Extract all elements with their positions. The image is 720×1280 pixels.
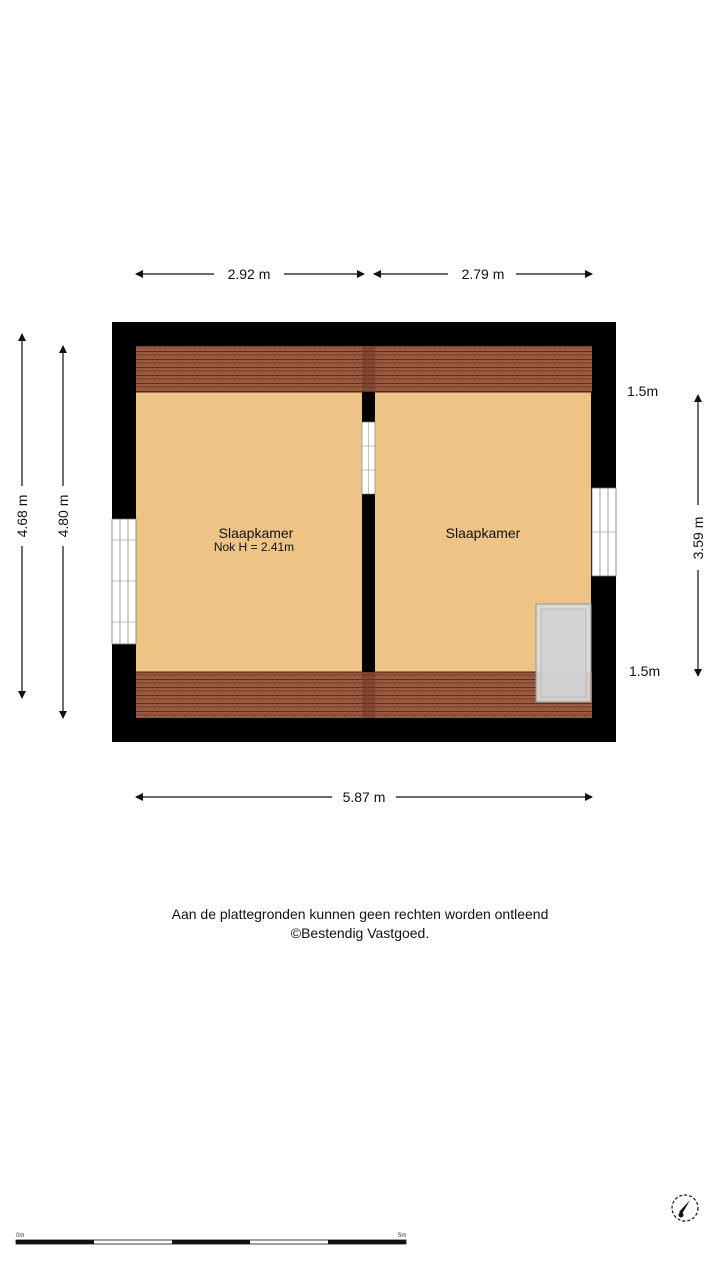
dimension-bottom — [136, 789, 592, 805]
dimension-top-right — [374, 266, 592, 282]
storage-unit — [536, 604, 591, 702]
room-ridge-height: Nok H = 2.41m — [213, 540, 295, 554]
room-label-left: Slaapkamer — [218, 525, 294, 541]
scale-end-label: 5m — [398, 1233, 407, 1239]
scale-bar — [16, 1233, 406, 1244]
dimension-left-outer — [14, 334, 30, 698]
disclaimer — [0, 905, 720, 943]
window-left — [112, 519, 136, 644]
dimension-label: 4.80 m — [55, 494, 71, 538]
setback-label-top: 1.5m — [627, 383, 659, 399]
setback-label-bottom: 1.5m — [629, 663, 661, 679]
dimension-top-left — [136, 266, 364, 282]
compass-icon — [672, 1195, 698, 1221]
dimension-label: 2.79 m — [461, 266, 505, 282]
room-label-right: Slaapkamer — [445, 525, 521, 541]
dimension-right — [690, 395, 706, 676]
copyright-line: ©Bestendig Vastgoed. — [290, 925, 430, 941]
dimension-label: 4.68 m — [14, 494, 30, 538]
window-right — [592, 488, 616, 576]
scale-start-label: 0m — [16, 1233, 25, 1239]
disclaimer-line: Aan de plattegronden kunnen geen rechten worden ontleend — [171, 906, 549, 922]
dimension-label: 3.59 m — [690, 516, 706, 560]
dimension-label: 2.92 m — [227, 266, 271, 282]
building — [112, 322, 616, 742]
dimension-left-inner — [55, 346, 71, 718]
dimension-label: 5.87 m — [342, 789, 386, 805]
door-opening — [362, 422, 375, 494]
